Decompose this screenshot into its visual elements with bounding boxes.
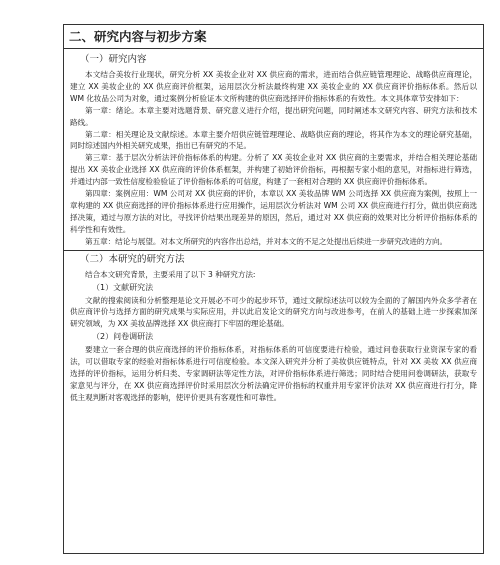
section-content xyxy=(64,49,483,404)
method-label-literature: （1）文献研究法 xyxy=(92,282,154,292)
paragraph-overview: 本文结合美妆行业现状，研究分析 XX 美妆企业对 XX 供应商的需求，进而结合供应链管理理论、战略供应商理论，建立 XX 美妆企业的 XX 供应商评价框架，运用层次分析法最终构建 XX 美妆企业的 XX 供应商评价指标体系。然后以 WM 化妆品公司为对象，通过案例分析验证本文所构建的供应商选择评价指标体系的有效性。本文具体章节安排如下： xyxy=(70,70,477,103)
paragraph-chapter-5: 第五章：结论与展望。对本文所研究的内容作出总结，并对本文的不足之处提出后续进一步研究改进的方向。 xyxy=(85,236,448,246)
paragraph-chapter-4: 第四章：案例应用：WM 公司对 XX 供应商的评价，本章以 XX 美妆品牌 WM 公司选择 XX 供应商为案例，按照上一章构建的 XX 供应商选择的评价指标体系进行应用操作，运用层次分析法对 WM 公司 XX 供应商进行打分，做出供应商选择决策，通过与原方法的对比，寻找评价结果出现差异的原因，然后，通过对 XX 供应商的效果对比分析评价指标体系的科学性和有效性。 xyxy=(70,189,477,234)
paragraph-methods-intro: 结合本文研究背景，主要采用了以下 3 种研究方法: xyxy=(85,269,256,279)
subsection-heading-research-content: （一）研究内容 xyxy=(80,54,147,65)
document-page xyxy=(63,24,484,554)
paragraph-chapter-1: 第一章：绪论。本章主要对选题背景、研究意义进行介绍，提出研究问题，同时阐述本文研究内容、研究方法和技术路线。 xyxy=(70,105,477,127)
subsection-heading-research-methods: （二）本研究的研究方法 xyxy=(80,253,185,265)
section-divider xyxy=(64,250,483,251)
paragraph-chapter-3: 第三章：基于层次分析法评价指标体系的构建。分析了 XX 美妆企业对 XX 供应商的主要需求，并结合相关理论基础提出 XX 美妆企业选择 XX 供应商的评价体系框架，并构建了初始评价指标，再根据专家小组的意见，对指标进行筛选，并通过内部一致性信度检验验证了评价指标体系的可信度，构建了一套相对合理的 XX 供应商评价指标体系。 xyxy=(70,153,477,187)
paragraph-method-questionnaire: 要建立一套合理的供应商选择的评价指标体系，对指标体系的可信度要进行检验，通过问卷获取行业资深专家的看法，可以借取专家的经验对指标体系进行可信度检验。本文深入研究并分析了美妆供应链特点，针对 XX 美妆 XX 供应商选择的评价指标，运用分析归类、专家调研法等定性方法，对评价指标体系进行筛选；同时结合使用问卷调研法，获取专家意见与评分，在 XX 供应商选择评价时采用层次分析法确定评价指标的权重并用专家评价法对 XX 供应商进行打分，降低主观判断对客观选择的影响，使评价更具有客观性和可靠性。 xyxy=(70,345,477,402)
method-label-questionnaire: （2）问卷调研法 xyxy=(92,332,154,342)
section-title: 二、研究内容与初步方案 xyxy=(64,25,483,49)
paragraph-method-literature: 文献的搜索阅读和分析整理是论文开展必不可少的起步环节，通过文献综述法可以较为全面的了解国内外众多学者在供应商评价与选择方面的研究成果与实际应用，并以此启发论文的研究方向与改进参考，在前人的基础上进一步探索加深研究领域，为 XX 美妆品牌选择 XX 供应商打下牢固的理论基础。 xyxy=(70,295,477,329)
paragraph-chapter-2: 第二章：相关理论及文献综述。本章主要介绍供应链管理理论、战略供应商的理论，将其作为本文的理论研究基础，同时综述国内外相关研究成果，指出已有研究的不足。 xyxy=(70,129,477,151)
